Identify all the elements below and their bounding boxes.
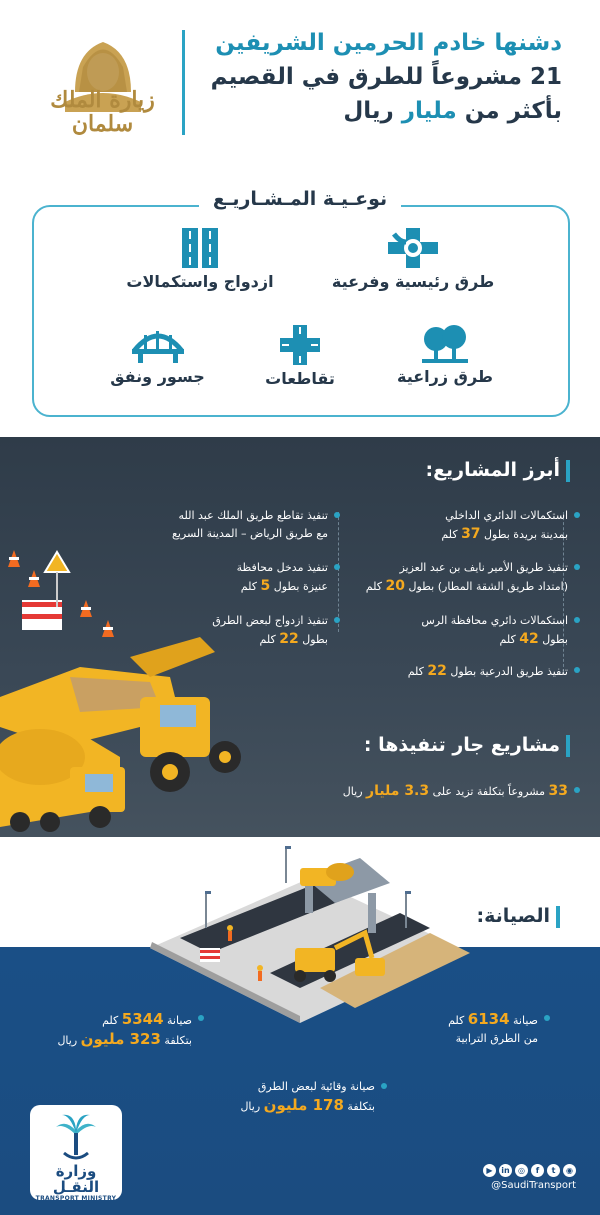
maint-line2	[57, 1030, 192, 1050]
ongoing-text2: ريال	[342, 785, 367, 798]
bullet-dot	[574, 564, 580, 570]
project-line2-post: كلم	[240, 580, 261, 593]
palm-tree-icon	[56, 1113, 96, 1163]
ongoing-count: 33	[548, 783, 568, 799]
facebook-icon[interactable]: f	[531, 1164, 544, 1177]
heading-bar	[556, 906, 560, 928]
maint-cost: 178 مليون	[263, 1096, 344, 1114]
project-number: 5	[260, 578, 271, 594]
maint-line2: من الطرق الترابية	[455, 1032, 538, 1045]
project-bullet	[328, 612, 568, 649]
transport-ministry-logo	[30, 1105, 122, 1200]
bullet-dot	[574, 512, 580, 518]
project-line2-post: كلم	[499, 633, 520, 646]
bullet-dot	[574, 667, 580, 673]
maint-number: 6134	[467, 1010, 510, 1028]
type-label: جسور ونفق	[110, 367, 205, 386]
project-line2-pre: بطول	[298, 633, 328, 646]
visit-logo-line1: زيارة الملك	[50, 87, 155, 113]
project-line2	[328, 525, 568, 544]
snapchat-icon[interactable]: ◎	[515, 1164, 528, 1177]
ministry-name-en: TRANSPORT MINISTRY	[35, 1195, 117, 1202]
header	[0, 0, 600, 175]
project-line2-pre: تنفيذ طريق الدرعية بطول	[446, 665, 568, 678]
bullet-dot	[334, 564, 340, 570]
ongoing-text1: مشروعاً بتكلفة تزيد على	[429, 785, 549, 798]
maint-line2-post: ريال	[240, 1100, 264, 1113]
top-projects-title	[425, 457, 570, 483]
maintenance-title-text: الصيانة:	[476, 905, 550, 927]
project-line2	[328, 630, 568, 649]
ongoing-title	[364, 732, 570, 758]
top-projects-section	[0, 437, 600, 837]
project-line2	[318, 577, 568, 596]
project-number: 22	[279, 631, 299, 647]
project-line2: مع طريق الرياض – المدينة السريع	[171, 527, 328, 540]
bridge-icon	[132, 325, 184, 363]
project-bullet	[318, 559, 568, 596]
type-item-intersections	[250, 325, 350, 388]
headline-line3	[172, 94, 562, 128]
trees-icon	[422, 325, 468, 363]
type-item-agri-roads	[390, 325, 500, 386]
type-label: تقاطعات	[265, 369, 335, 388]
social-icons	[480, 1158, 576, 1177]
project-line2-pre: عنيزة بطول	[270, 580, 328, 593]
type-item-dual-roads	[110, 228, 290, 291]
maintenance-title	[476, 905, 560, 928]
twitter-icon[interactable]: t	[547, 1164, 560, 1177]
project-line2-post: كلم	[259, 633, 280, 646]
project-line2-pre: (امتداد طريق الشقة المطار) بطول	[404, 580, 568, 593]
project-line1: استكمالات الدائري الداخلي	[445, 509, 568, 522]
maint-line2-pre: بتكلفة	[343, 1100, 375, 1113]
project-line2-post: كلم	[441, 528, 462, 541]
headline-line3-b: مليار	[401, 98, 457, 124]
project-bullet	[128, 612, 328, 649]
type-item-main-roads	[328, 228, 498, 291]
project-bullet	[328, 662, 568, 681]
type-label: طرق رئيسية وفرعية	[331, 272, 495, 291]
project-line2	[128, 577, 328, 596]
project-number: 20	[385, 578, 405, 594]
visit-logo-text	[45, 88, 160, 136]
bullet-dot	[574, 617, 580, 623]
youtube-icon[interactable]: ▶	[483, 1164, 496, 1177]
interchange-icon	[388, 228, 438, 268]
project-bullet	[128, 559, 328, 596]
maint-number: 5344	[121, 1010, 164, 1028]
traffic-cones-illustration	[0, 542, 130, 647]
bullet-dot	[574, 787, 580, 793]
project-line1: تنفيذ تقاطع طريق الملك عبد الله	[178, 509, 328, 522]
project-line2	[328, 662, 568, 681]
project-line2-pre: بمدينة بريدة بطول	[480, 528, 568, 541]
maint-cost: 323 مليون	[80, 1030, 161, 1048]
headline-line3-a: بأكثر من	[456, 98, 562, 124]
project-line2-pre: بطول	[538, 633, 568, 646]
maint-pre: صيانة	[163, 1014, 192, 1027]
project-line2-post: كلم	[407, 665, 428, 678]
intersection-icon	[280, 325, 320, 365]
heading-bar	[566, 735, 570, 757]
project-line1: استكمالات دائري محافظة الرس	[421, 614, 568, 627]
maint-line2	[240, 1096, 375, 1116]
maint-line2-pre: بتكلفة	[160, 1034, 192, 1047]
visit-logo-line2: سلمان	[71, 111, 134, 137]
bullet-dot	[198, 1015, 204, 1021]
social-links	[480, 1158, 576, 1191]
type-label: طرق زراعية	[397, 367, 493, 386]
maintenance-item-roads	[57, 1010, 192, 1050]
maintenance-item-preventive	[240, 1078, 375, 1116]
project-number: 42	[519, 631, 539, 647]
ministry-name-ar: وزارة النقـل	[52, 1162, 100, 1196]
bullet-dot	[381, 1083, 387, 1089]
project-number: 37	[461, 526, 481, 542]
bullet-dot	[334, 617, 340, 623]
type-item-bridges	[100, 325, 215, 386]
highway-construction-illustration	[140, 838, 470, 1023]
maintenance-item-dirt-roads	[448, 1010, 538, 1048]
project-types-title-wrap	[0, 184, 600, 214]
project-bullet	[328, 507, 568, 544]
project-types-title: نوعـيـة المـشـاريـع	[199, 184, 401, 214]
ongoing-cost: 3.3 مليار	[366, 783, 430, 799]
top-projects-title-text: أبرز المشاريع:	[425, 459, 560, 481]
maint-post: كلم	[448, 1014, 468, 1027]
dual-road-icon	[182, 228, 218, 268]
bullet-dot	[544, 1015, 550, 1021]
maint-line1	[448, 1010, 538, 1030]
project-line1: تنفيذ مدخل محافظة	[236, 561, 328, 574]
construction-vehicles-illustration	[0, 637, 260, 837]
heading-bar	[566, 460, 570, 482]
ongoing-bullet	[308, 782, 568, 801]
project-bullet	[128, 507, 328, 543]
project-line1: تنفيذ ازدواج لبعض الطرق	[212, 614, 328, 627]
instagram-icon[interactable]: ◉	[563, 1164, 576, 1177]
maint-post: كلم	[102, 1014, 122, 1027]
ongoing-title-text: مشاريع جار تنفيذها :	[363, 734, 560, 756]
maint-line1: صيانة وقائية لبعض الطرق	[257, 1080, 375, 1093]
headline	[172, 26, 562, 128]
bullet-dot	[334, 512, 340, 518]
project-line1: تنفيذ طريق الأمير نايف بن عبد العزيز	[399, 561, 568, 574]
headline-line2: 21 مشروعاً للطرق في القصيم	[210, 64, 562, 90]
project-line2	[128, 630, 328, 649]
maint-line1	[57, 1010, 192, 1030]
headline-line1: دشنها خادم الحرمين الشريفين	[215, 30, 562, 56]
project-number: 22	[427, 663, 447, 679]
social-handle[interactable]: @SaudiTransport	[491, 1180, 576, 1191]
maint-line2-post: ريال	[57, 1034, 81, 1047]
type-label: ازدواج واستكمالات	[126, 272, 274, 291]
linkedin-icon[interactable]: in	[499, 1164, 512, 1177]
project-line2-post: كلم	[365, 580, 386, 593]
maint-pre: صيانة	[509, 1014, 538, 1027]
headline-line3-c: ريال	[343, 98, 402, 124]
